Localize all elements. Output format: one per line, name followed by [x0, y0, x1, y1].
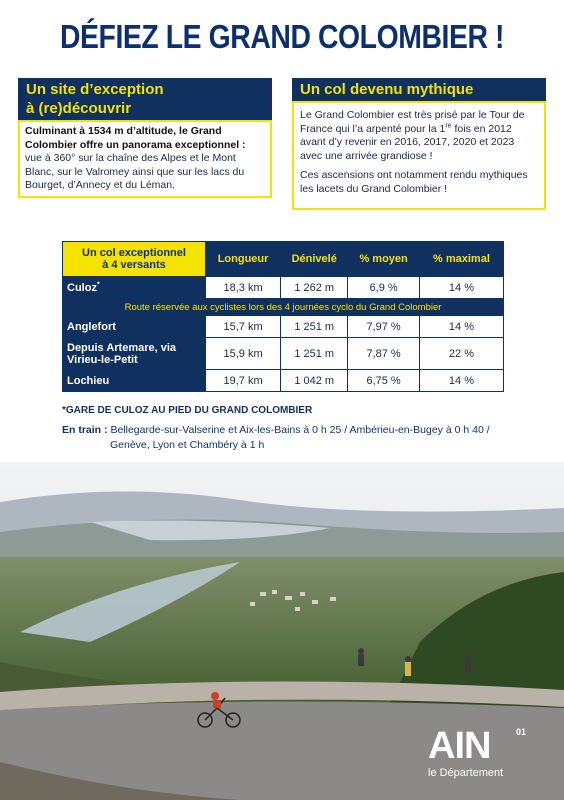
cell-elevation: 1 042 m: [281, 370, 348, 392]
table-header-row: [63, 242, 504, 277]
cell-avg: 6,9 %: [348, 277, 420, 299]
cell-elevation: 1 251 m: [281, 338, 348, 370]
table-corner-label: [63, 242, 206, 277]
cell-avg: 7,97 %: [348, 316, 420, 338]
table-note-row: [63, 299, 504, 316]
box-paragraph-1: [300, 109, 538, 163]
row-name-text: Culoz: [67, 281, 97, 294]
row-name: Anglefort: [63, 316, 206, 338]
logo-name: AIN: [428, 725, 491, 767]
header-length: Longueur: [206, 242, 281, 277]
train-label: En train :: [62, 424, 108, 436]
box-heading-line2: à (re)découvrir: [26, 100, 132, 117]
table-row: [63, 316, 504, 338]
cell-max: 14 %: [419, 316, 503, 338]
row-name: Depuis Artemare, via Virieu-le-Petit: [63, 338, 206, 370]
logo-number: 01: [516, 727, 527, 737]
para1-sup: re: [445, 122, 452, 129]
row-name-sup: *: [96, 280, 100, 288]
train-line1: Bellegarde-sur-Valserine et Aix-les-Bains à 0 h 25 / Ambérieu-en-Bugey à 0 h 40 /: [110, 424, 490, 436]
box-heading: [18, 78, 272, 120]
box-heading-line1: Un site d’exception: [26, 81, 164, 98]
para1-part-b: fois en 2012 avant d’y revenir en 2016, 2017, 2020 et 2023 avec une arrivée grandiose !: [300, 122, 515, 162]
page-title: DÉFIEZ LE GRAND COLOMBIER !: [59, 18, 505, 55]
row-name: [63, 277, 206, 299]
info-box-mythic-pass: [292, 78, 546, 214]
cell-length: 15,7 km: [206, 316, 281, 338]
box-text: vue à 360° sur la chaîne des Alpes et le Mont Blanc, sur le Valromey ainsi que sur les lacs du Bourget, d’Annecy et du Léman.: [25, 152, 245, 191]
header-max-grade: % maximal: [419, 242, 503, 277]
header-elevation: Dénivelé: [281, 242, 348, 277]
climbs-table: [62, 241, 504, 392]
station-info: [62, 423, 502, 453]
info-box-exceptional-site: [18, 78, 272, 214]
corner-line2: à 4 versants: [102, 259, 166, 271]
table-row: [63, 370, 504, 392]
ain-department-logo: [424, 725, 544, 785]
table-row: [63, 277, 504, 299]
station-title: *GARE DE CULOZ AU PIED DU GRAND COLOMBIER: [62, 405, 313, 416]
cell-max: 14 %: [419, 277, 503, 299]
cell-length: 15,9 km: [206, 338, 281, 370]
logo-subtitle: le Département: [428, 767, 504, 779]
box-body: [18, 120, 272, 198]
cell-avg: 6,75 %: [348, 370, 420, 392]
cell-elevation: 1 262 m: [281, 277, 348, 299]
cell-elevation: 1 251 m: [281, 316, 348, 338]
train-line2: Genève, Lyon et Chambéry à 1 h: [110, 439, 265, 451]
cell-max: 22 %: [419, 338, 503, 370]
row-name: Lochieu: [63, 370, 206, 392]
table-row: [63, 338, 504, 370]
header-avg-grade: % moyen: [348, 242, 420, 277]
box-heading: Un col devenu mythique: [292, 78, 546, 101]
table-note: Route réservée aux cyclistes lors des 4 journées cyclo du Grand Colombier: [63, 299, 504, 316]
cell-avg: 7,87 %: [348, 338, 420, 370]
box-bold-text: Culminant à 1534 m d’altitude, le Grand Colombier offre un panorama exceptionnel :: [25, 125, 246, 151]
cell-max: 14 %: [419, 370, 503, 392]
corner-line1: Un col exceptionnel: [82, 247, 186, 259]
box-body: [292, 101, 546, 210]
cell-length: 19,7 km: [206, 370, 281, 392]
box-paragraph-2: Ces ascensions ont notamment rendu mythiques les lacets du Grand Colombier !: [300, 169, 528, 195]
para1-part-a: Le Grand Colombier est très prisé par le Tour de France qui l’a arpenté pour la 1: [300, 109, 525, 135]
cell-length: 18,3 km: [206, 277, 281, 299]
